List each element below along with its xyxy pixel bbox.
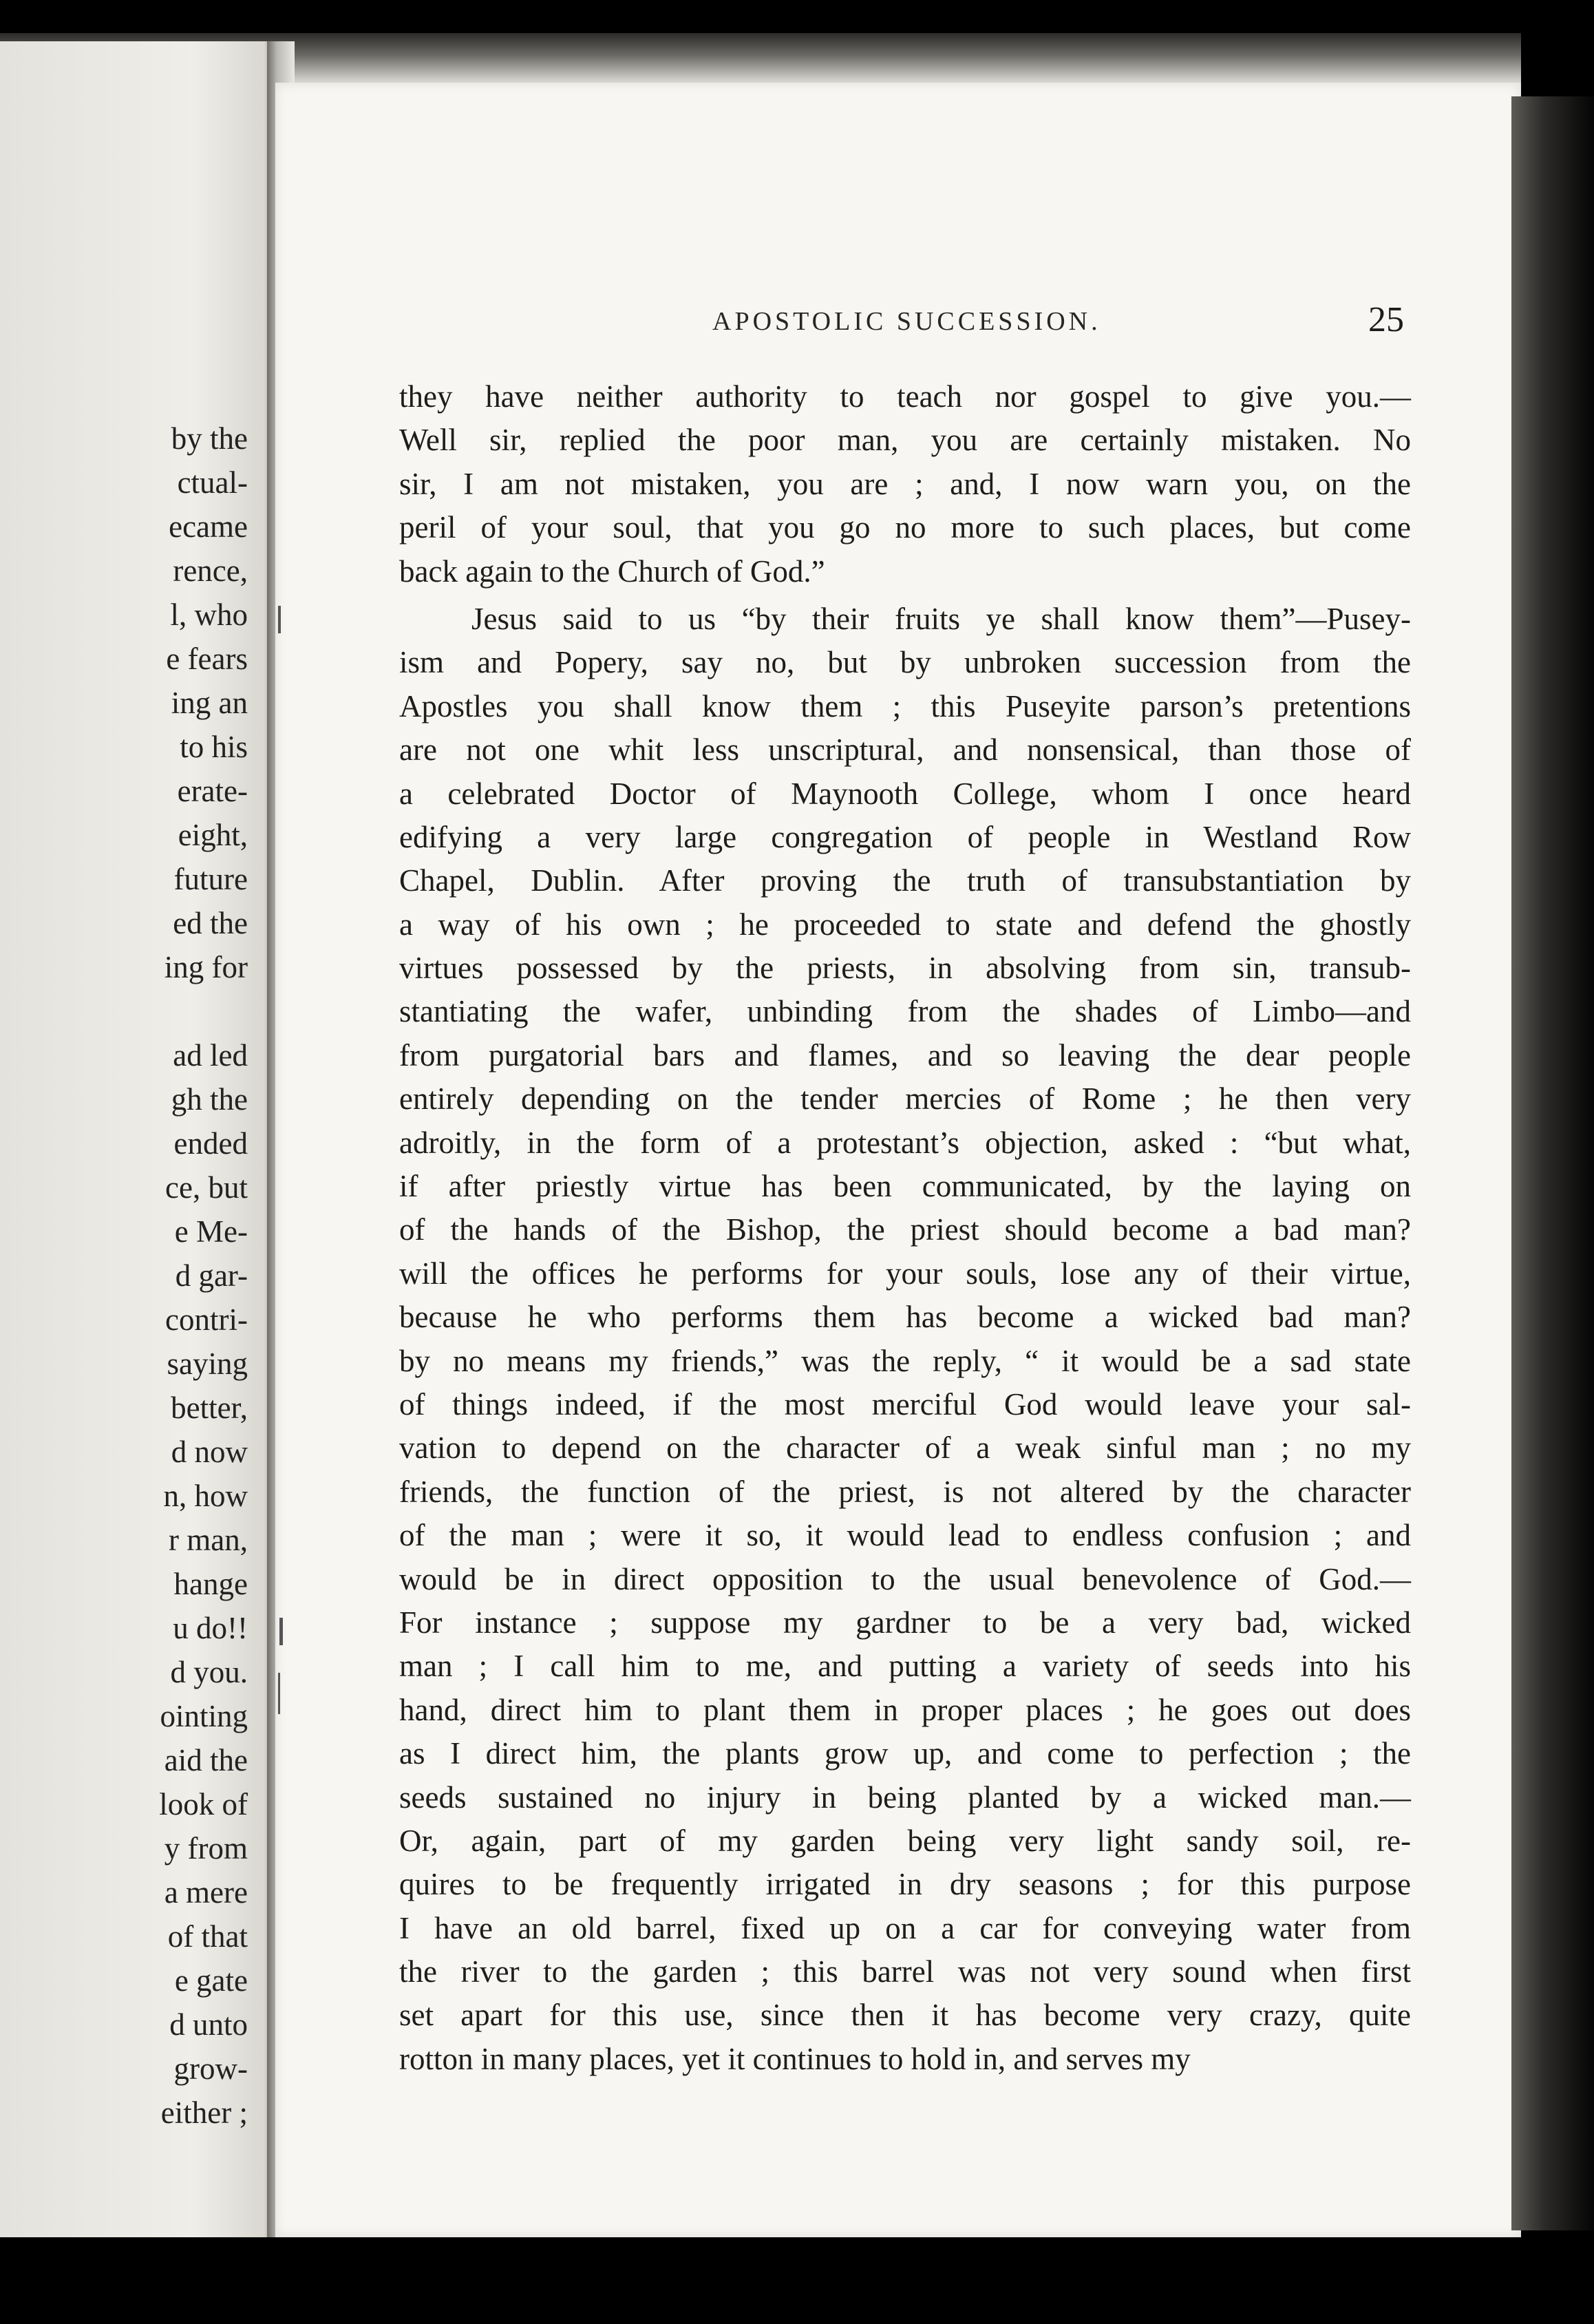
text-line: the river to the garden ; this barrel was not very sound when first	[399, 1954, 1411, 1989]
left-page-fragment: rence,	[173, 553, 248, 588]
text-line: seeds sustained no injury in being planted by a wicked man.—	[399, 1779, 1411, 1815]
left-page-fragment: ad led	[173, 1038, 248, 1073]
text-line: of the hands of the Bishop, the priest should become a bad man?	[399, 1212, 1411, 1247]
text-line: back again to the Church of God.”	[399, 553, 825, 589]
text-line: because he who performs them has become a wicked bad man?	[399, 1300, 1411, 1335]
left-page-fragment: ointing	[160, 1699, 248, 1733]
left-page-fragment: u do!!	[173, 1611, 248, 1645]
text-line: will the offices he performs for your souls, lose any of their virtue,	[399, 1256, 1411, 1291]
text-line: from purgatorial bars and flames, and so leaving the dear people	[399, 1037, 1411, 1073]
left-page-fragment: ing an	[171, 686, 248, 720]
left-page-fragment: ended	[173, 1126, 248, 1161]
left-page-fragment: of that	[167, 1919, 248, 1954]
left-page-fragment: ing for	[164, 950, 248, 984]
text-line: rotton in many places, yet it continues to hold in, and serves my	[399, 2041, 1191, 2076]
left-page-fragment: ce, but	[165, 1170, 248, 1205]
text-line: sir, I am not mistaken, you are ; and, I now warn you, on the	[399, 466, 1411, 501]
left-page-fragment: look of	[159, 1787, 248, 1821]
left-page-fragment: eight,	[178, 818, 248, 852]
body-text	[399, 375, 1411, 2081]
text-line: stantiating the wafer, unbinding from the shades of Limbo—and	[399, 994, 1411, 1029]
text-line: would be in direct opposition to the usual benevolence of God.—	[399, 1561, 1411, 1596]
left-page-fragment: d now	[171, 1435, 248, 1469]
text-line: set apart for this use, since then it has become very crazy, quite	[399, 1998, 1411, 2033]
text-line: a way of his own ; he proceeded to state and defend the ghostly	[399, 907, 1411, 942]
left-page-fragment: ed the	[173, 906, 248, 940]
page-right-edge-shadow	[1511, 96, 1594, 2230]
text-line: Apostles you shall know them ; this Puseyite parson’s pretentions	[399, 688, 1411, 723]
left-page-fragment: grow-	[173, 2051, 248, 2086]
left-page-fragment: d you.	[170, 1655, 248, 1689]
left-page-fragment: l, who	[170, 598, 248, 632]
page-number: 25	[1368, 300, 1404, 339]
binding-mark	[278, 1673, 280, 1714]
text-line: of things indeed, if the most merciful God would leave your sal-	[399, 1386, 1411, 1422]
left-page-fragment: a mere	[164, 1875, 248, 1910]
left-page-line-fragments	[0, 416, 275, 2135]
left-page-fragment: y from	[164, 1831, 248, 1866]
left-page-fragment: better,	[171, 1391, 248, 1425]
text-line: adroitly, in the form of a protestant’s objection, asked : “but what,	[399, 1125, 1411, 1160]
left-page-fragment: e Me-	[174, 1214, 248, 1249]
binding-mark	[279, 1618, 283, 1645]
text-line: entirely depending on the tender mercies of Rome ; he then very	[399, 1081, 1411, 1117]
text-line: I have an old barrel, fixed up on a car for conveying water from	[399, 1910, 1411, 1945]
left-page	[0, 41, 275, 2237]
left-page-fragment: e gate	[174, 1963, 248, 1998]
left-page-fragment: e fears	[166, 642, 248, 676]
left-page-fragment: ecame	[169, 509, 248, 544]
left-page-fragment: gh the	[171, 1082, 248, 1117]
text-line: man ; I call him to me, and putting a variety of seeds into his	[399, 1649, 1411, 1684]
binding-mark	[278, 606, 281, 633]
text-line: Jesus said to us “by their fruits ye shall know them”—Pusey-	[471, 601, 1411, 636]
left-page-fragment: aid the	[164, 1743, 248, 1777]
text-line: edifying a very large congregation of people in Westland Row	[399, 819, 1411, 854]
text-line: by no means my friends,” was the reply, “ it would be a sad state	[399, 1343, 1411, 1378]
text-line: Chapel, Dublin. After proving the truth of transubstantiation by	[399, 863, 1411, 898]
text-line: vation to depend on the character of a weak sinful man ; no my	[399, 1430, 1411, 1466]
running-head: APOSTOLIC SUCCESSION.	[712, 307, 1101, 336]
left-page-fragment: d gar-	[175, 1258, 248, 1293]
left-page-fragment: either ;	[160, 2095, 248, 2130]
text-line: Or, again, part of my garden being very light sandy soil, re-	[399, 1823, 1411, 1858]
left-page-fragment	[0, 989, 275, 1033]
text-line: they have neither authority to teach nor gospel to give you.—	[399, 379, 1411, 414]
text-line: are not one whit less unscriptural, and nonsensical, than those of	[399, 732, 1411, 768]
left-page-fragment: d unto	[169, 2007, 248, 2042]
text-line: virtues possessed by the priests, in absolving from sin, transub-	[399, 951, 1411, 986]
text-line: a celebrated Doctor of Maynooth College, whom I once heard	[399, 776, 1411, 811]
left-page-fragment: contri-	[165, 1302, 248, 1337]
left-page-fragment: saying	[167, 1346, 248, 1381]
left-page-fragment: to his	[180, 730, 248, 764]
left-page-fragment: hange	[173, 1567, 248, 1601]
text-line: as I direct him, the plants grow up, and come to perfection ; the	[399, 1736, 1411, 1771]
text-line: hand, direct him to plant them in proper places ; he goes out does	[399, 1692, 1411, 1727]
left-page-fragment: ctual-	[177, 465, 248, 500]
text-line: For instance ; suppose my gardner to be a very bad, wicked	[399, 1605, 1411, 1640]
page-header	[399, 299, 1411, 348]
left-page-fragment: future	[173, 862, 248, 896]
text-line: Well sir, replied the poor man, you are certainly mistaken. No	[399, 423, 1411, 458]
left-page-fragment: erate-	[177, 774, 248, 808]
text-line: quires to be frequently irrigated in dry seasons ; for this purpose	[399, 1867, 1411, 1902]
text-line: of the man ; were it so, it would lead to endless confusion ; and	[399, 1518, 1411, 1553]
text-line: if after priestly virtue has been communicated, by the laying on	[399, 1169, 1411, 1204]
left-page-fragment: r man,	[169, 1523, 248, 1557]
left-page-fragment: n, how	[163, 1479, 248, 1513]
text-line: ism and Popery, say no, but by unbroken succession from the	[399, 645, 1411, 680]
left-page-fragment: by the	[171, 421, 248, 456]
text-line: peril of your soul, that you go no more to such places, but come	[399, 510, 1411, 545]
text-line: friends, the function of the priest, is not altered by the character	[399, 1474, 1411, 1509]
